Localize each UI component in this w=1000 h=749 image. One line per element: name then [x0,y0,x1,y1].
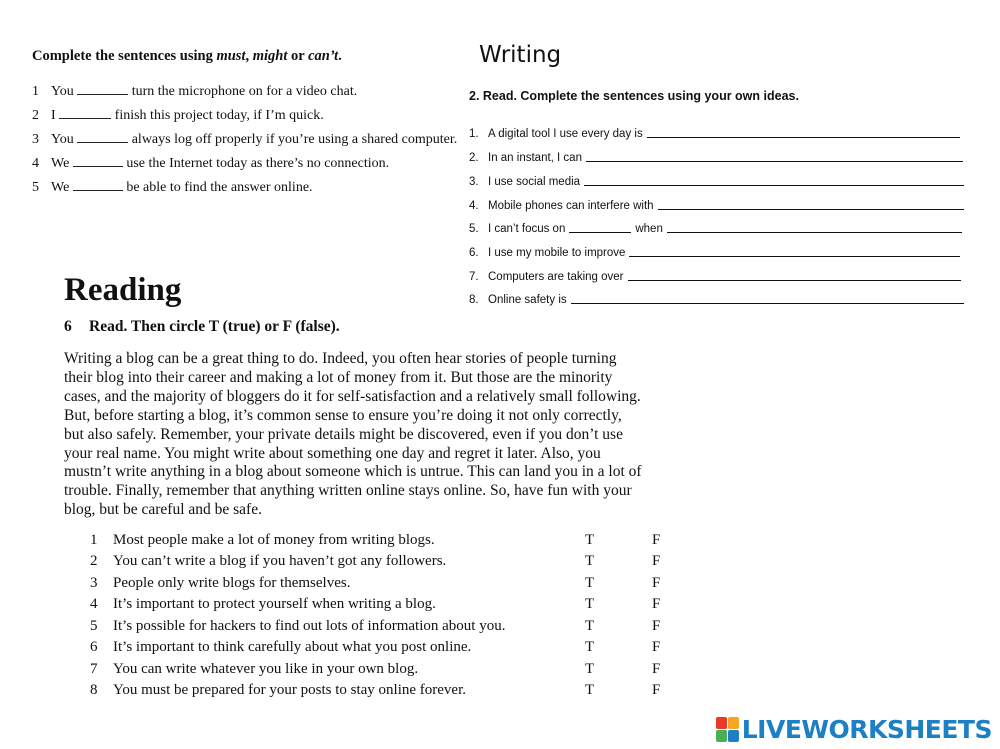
tf-statement: 1 Most people make a lot of money from writing blogs. T F [90,532,661,548]
answer-line[interactable] [569,231,631,233]
tf-statement: 8 You must be prepared for your posts to stay online forever. T F [90,682,661,698]
answer-blank[interactable] [77,83,128,95]
true-option[interactable]: T [585,682,595,698]
answer-line[interactable] [667,231,962,233]
true-option[interactable]: T [585,553,595,569]
writing-item: 5. I can’t focus on when [469,219,962,235]
writing-item: 2. In an instant, I can [469,148,963,164]
liveworksheets-logo-icon [716,717,740,743]
answer-line[interactable] [628,279,961,281]
writing-item: 6. I use my mobile to improve [469,243,960,259]
writing-item: 3. I use social media [469,172,964,188]
true-option[interactable]: T [585,596,595,612]
true-option[interactable]: T [585,661,595,677]
passage-line: their blog into their career and making a lot of money from it. But those are the minority [64,368,613,386]
answer-blank[interactable] [73,179,123,191]
tf-statement: 6 It’s important to think carefully about what you post online. T F [90,639,661,655]
passage-line: your real name. You might write about something one day and regret it later. Also, you [64,444,601,462]
reading-heading: Reading [64,272,182,308]
writing-item: 1. A digital tool I use every day is [469,124,960,140]
grammar-item: 1 You turn the microphone on for a video chat. [32,84,358,99]
grammar-instruction: Complete the sentences using must, might or can’t. [32,48,342,64]
true-option[interactable]: T [585,618,595,634]
writing-item: 7. Computers are taking over [469,267,961,283]
answer-line[interactable] [584,184,964,186]
passage-line: but also safely. Remember, your private details might be discovered, even if you don’t use [64,425,623,443]
false-option[interactable]: F [652,682,661,698]
writing-instruction: 2. Read. Complete the sentences using your own ideas. [469,89,799,103]
passage-line: But, before starting a blog, it’s common sense to ensure you’re doing it not only correctly, [64,406,622,424]
passage-line: Writing a blog can be a great thing to do. Indeed, you often hear stories of people turning [64,350,617,367]
passage-line: trouble. Finally, remember that anything written online stays online. So, have fun with your [64,482,632,500]
passage-line: blog, but be careful and be safe. [64,501,262,519]
grammar-item: 3 You always log off properly if you’re using a shared computer. [32,132,458,147]
liveworksheets-logo [716,715,992,744]
tf-statement: 5 It’s possible for hackers to find out lots of information about you. T F [90,618,661,634]
true-option[interactable]: T [585,639,595,655]
false-option[interactable]: F [652,618,661,634]
logo-text: LIVEWORKSHEETS [741,715,992,744]
true-option[interactable]: T [585,575,595,591]
false-option[interactable]: F [652,553,661,569]
grammar-item: 4 We use the Internet today as there’s no connection. [32,156,390,171]
false-option[interactable]: F [652,639,661,655]
passage-line: mustn’t write anything in a blog about someone which is untrue. This can land you in a lot of [64,463,642,481]
grammar-item: 5 We be able to find the answer online. [32,180,313,195]
reading-instruction: 6 Read. Then circle T (true) or F (false). [64,318,340,335]
false-option[interactable]: F [652,661,661,677]
tf-statement: 7 You can write whatever you like in your own blog. T F [90,661,661,677]
answer-blank[interactable] [59,107,111,119]
reading-passage [64,350,704,520]
false-option[interactable]: F [652,596,661,612]
answer-line[interactable] [571,302,964,304]
true-option[interactable]: T [585,532,595,548]
passage-line: cases, and the majority of bloggers do it for self-satisfaction and a relatively small following. [64,387,641,405]
writing-heading: Writing [479,42,562,68]
answer-blank[interactable] [77,131,128,143]
false-option[interactable]: F [652,575,661,591]
grammar-item: 2 I finish this project today, if I’m quick. [32,108,324,123]
answer-blank[interactable] [73,155,123,167]
answer-line[interactable] [629,255,960,257]
tf-statement: 4 It’s important to protect yourself when writing a blog. T F [90,596,661,612]
tf-statement: 2 You can’t write a blog if you haven’t got any followers. T F [90,553,661,569]
answer-line[interactable] [647,136,960,138]
answer-line[interactable] [586,160,963,162]
tf-statement: 3 People only write blogs for themselves. T F [90,575,661,591]
answer-line[interactable] [658,208,964,210]
writing-item: 4. Mobile phones can interfere with [469,196,964,212]
false-option[interactable]: F [652,532,661,548]
writing-item: 8. Online safety is [469,290,964,306]
